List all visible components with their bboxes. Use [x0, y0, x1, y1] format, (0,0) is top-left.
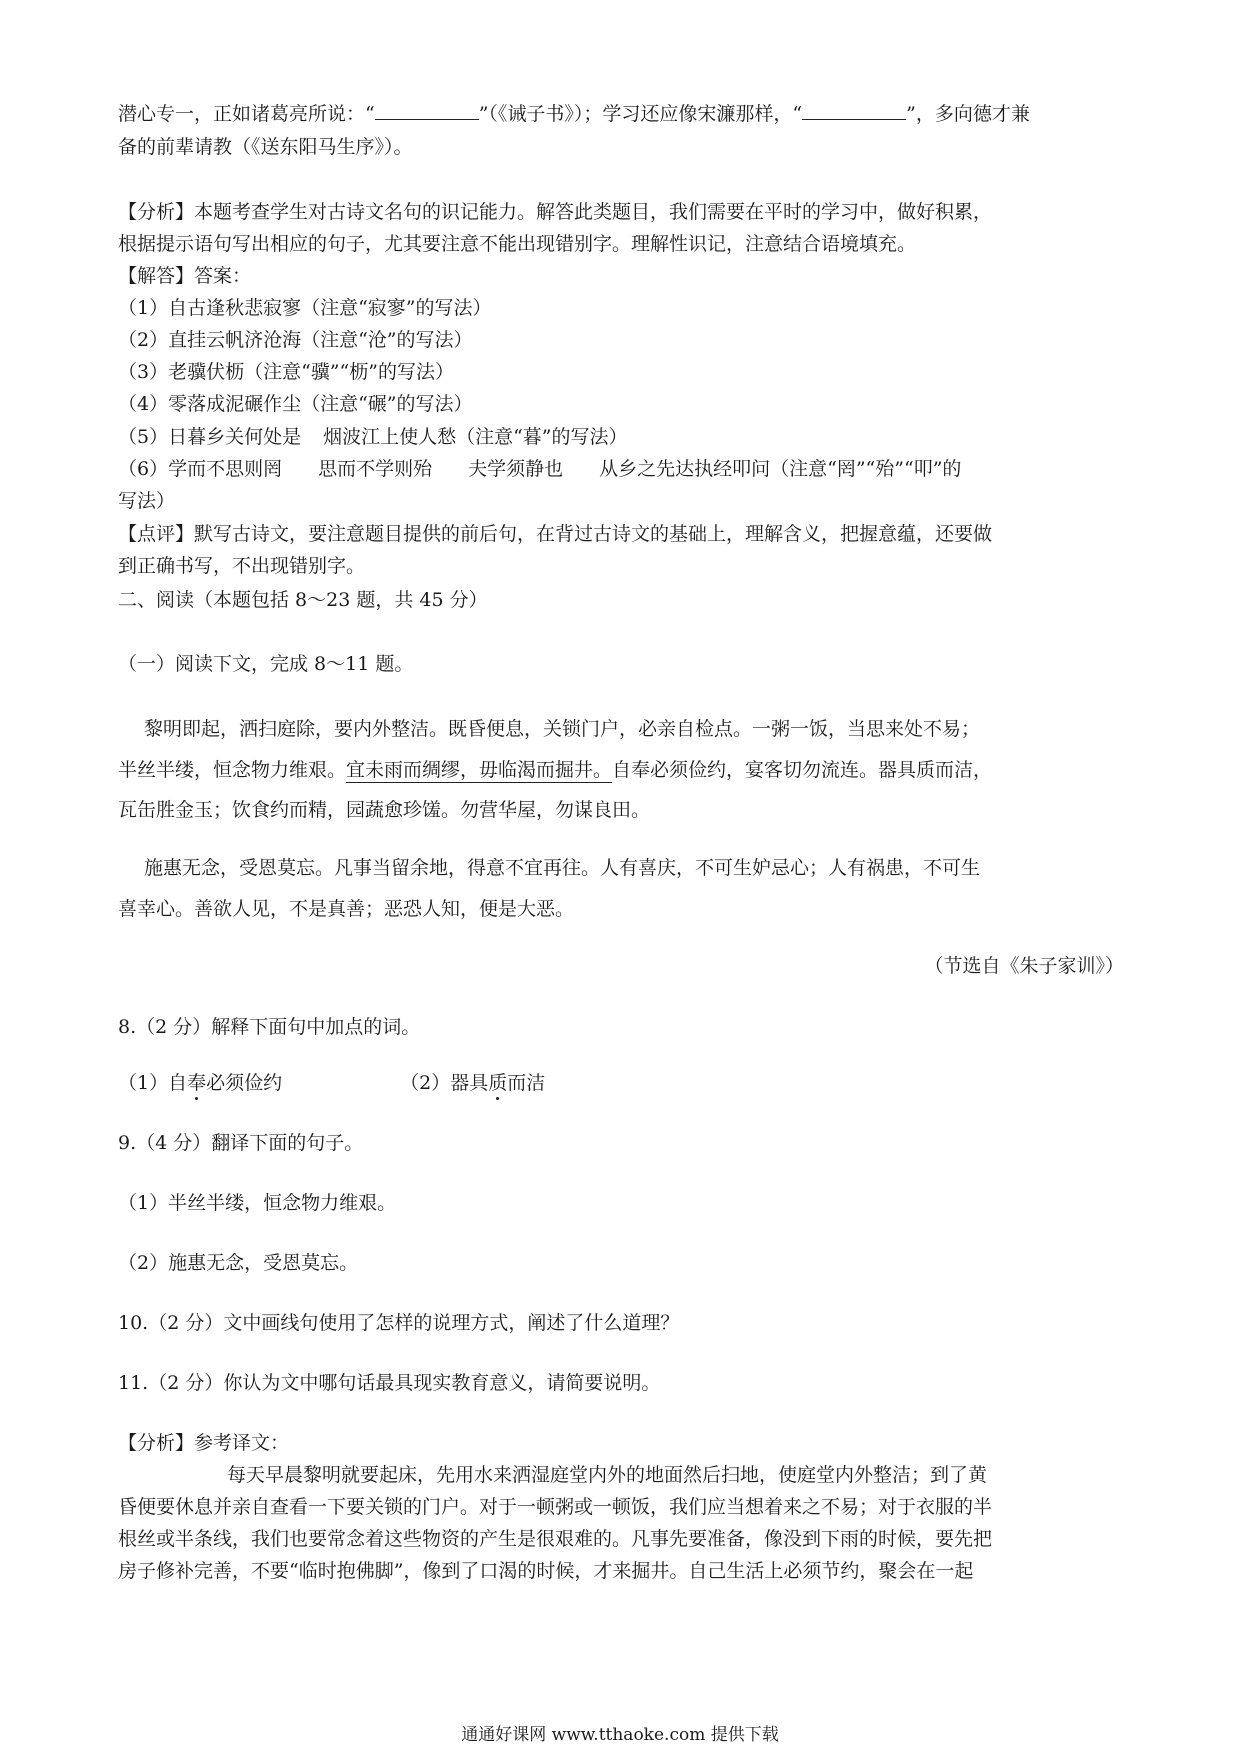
passage-source: （节选自《朱子家训》） — [924, 955, 1124, 977]
analysis-line: 【分析】本题考查学生对古诗文名句的识记能力。解答此类题目，我们需要在平时的学习中，做好积累， — [118, 201, 993, 223]
text-span: （2）器具 — [400, 1072, 489, 1094]
text-span: 从乡之先达执经叩问（注意“罔”“殆”“叩”的 — [599, 458, 962, 480]
text-span: 思而不学则殆 — [318, 458, 433, 480]
answer-item: （3）老骥伏枥（注意“骥”“枥”的写法） — [118, 361, 454, 383]
question-9-item: （1）半丝半缕，恒念物力维艰。 — [118, 1192, 397, 1214]
question-8-items — [118, 1070, 545, 1096]
text-span: 夫学须静也 — [468, 458, 564, 480]
translation-line: 根丝或半条线，我们也要常念着这些物资的产生是很艰难的。凡事先要准备，像没到下雨的时候，要先把 — [118, 1528, 993, 1550]
answer-item — [118, 456, 961, 482]
text-span: 自奉必须俭约，宴客切勿流连。器具质而洁， — [612, 759, 993, 781]
answer-heading: 【解答】答案： — [118, 265, 252, 287]
question-10: 10.（2 分）文中画线句使用了怎样的说理方式，阐述了什么道理？ — [118, 1312, 680, 1334]
comment-line: 到正确书写，不出现错别字。 — [118, 555, 366, 577]
text-span: 半丝半缕，恒念物力维艰。 — [118, 759, 347, 781]
dotted-word: 奉 — [187, 1072, 207, 1094]
blank-line — [375, 101, 479, 120]
question-9-item: （2）施惠无念，受恩莫忘。 — [118, 1252, 359, 1274]
question-8: 8.（2 分）解释下面句中加点的词。 — [118, 1016, 421, 1038]
subsection-title: （一）阅读下文，完成 8～11 题。 — [118, 653, 414, 675]
blank-line — [802, 101, 906, 120]
passage-line: 施惠无念，受恩莫忘。凡事当留余地，得意不宜再往。人有喜庆，不可生妒忌心；人有祸患，不可生 — [144, 857, 981, 879]
question-9: 9.（4 分）翻译下面的句子。 — [118, 1132, 364, 1154]
answer-item: 写法） — [118, 490, 176, 512]
passage-line — [118, 757, 992, 783]
passage-line: 喜幸心。善欲人见，不是真善；恶恐人知，便是大恶。 — [118, 898, 575, 920]
text-span: 必须俭约 — [206, 1072, 283, 1094]
answer-item — [118, 424, 628, 450]
passage-line: 黎明即起，洒扫庭除，要内外整洁。既昏便息，关锁门户，必亲自检点。一粥一饭，当思来处不易； — [144, 718, 981, 740]
text-line — [118, 101, 1030, 127]
text-span: ”，多向德才兼 — [906, 103, 1030, 125]
answer-item: （1）自古逢秋悲寂寥（注意“寂寥”的写法） — [118, 297, 492, 319]
translation-line: 昏便要休息并亲自查看一下要关锁的门户。对于一顿粥或一顿饭，我们应当想着来之不易；对于衣服的半 — [118, 1496, 993, 1518]
text-span: 潜心专一，正如诸葛亮所说：“ — [118, 103, 375, 125]
underlined-sentence: 宜未雨而绸缪，毋临渴而掘井。 — [346, 759, 613, 781]
text-span: （1）自 — [118, 1072, 188, 1094]
question-11: 11.（2 分）你认为文中哪句话最具现实教育意义，请简要说明。 — [118, 1372, 661, 1394]
text-span: 而洁 — [507, 1072, 546, 1094]
text-span: ”（《诫子书》）；学习还应像宋濂那样，“ — [478, 103, 803, 125]
answer-item: （2）直挂云帆济沧海（注意“沧”的写法） — [118, 329, 473, 351]
text-line: 备的前辈请教（《送东阳马生序》）。 — [118, 136, 413, 158]
analysis-heading: 【分析】参考译文： — [118, 1432, 290, 1454]
translation-line: 房子修补完善，不要“临时抱佛脚”，像到了口渴的时候，才来掘井。自己生活上必须节约，聚会在一起 — [118, 1560, 974, 1582]
translation-line: 每天早晨黎明就要起床，先用水来洒湿庭堂内外的地面然后扫地，使庭堂内外整洁；到了黄 — [227, 1464, 988, 1486]
comment-line: 【点评】默写古诗文，要注意题目提供的前后句，在背过古诗文的基础上，理解含义，把握意蕴，还要做 — [118, 523, 993, 545]
page-footer: 通通好课网 www.tthaoke.com 提供下载 — [461, 1725, 779, 1745]
text-span: （5）日暮乡关何处是 — [118, 426, 302, 448]
text-span: 烟波江上使人愁（注意“暮”的写法） — [323, 426, 628, 448]
text-span: （6）学而不思则罔 — [118, 458, 283, 480]
analysis-line: 根据提示语句写出相应的句子，尤其要注意不能出现错别字。理解性识记，注意结合语境填充。 — [118, 233, 917, 255]
answer-item: （4）零落成泥碾作尘（注意“碾”的写法） — [118, 393, 473, 415]
dotted-word: 质 — [488, 1072, 508, 1094]
passage-line: 瓦缶胜金玉；饮食约而精，园蔬愈珍馐。勿营华屋，勿谋良田。 — [118, 799, 651, 821]
section-title: 二、阅读（本题包括 8～23 题，共 45 分） — [118, 589, 488, 611]
